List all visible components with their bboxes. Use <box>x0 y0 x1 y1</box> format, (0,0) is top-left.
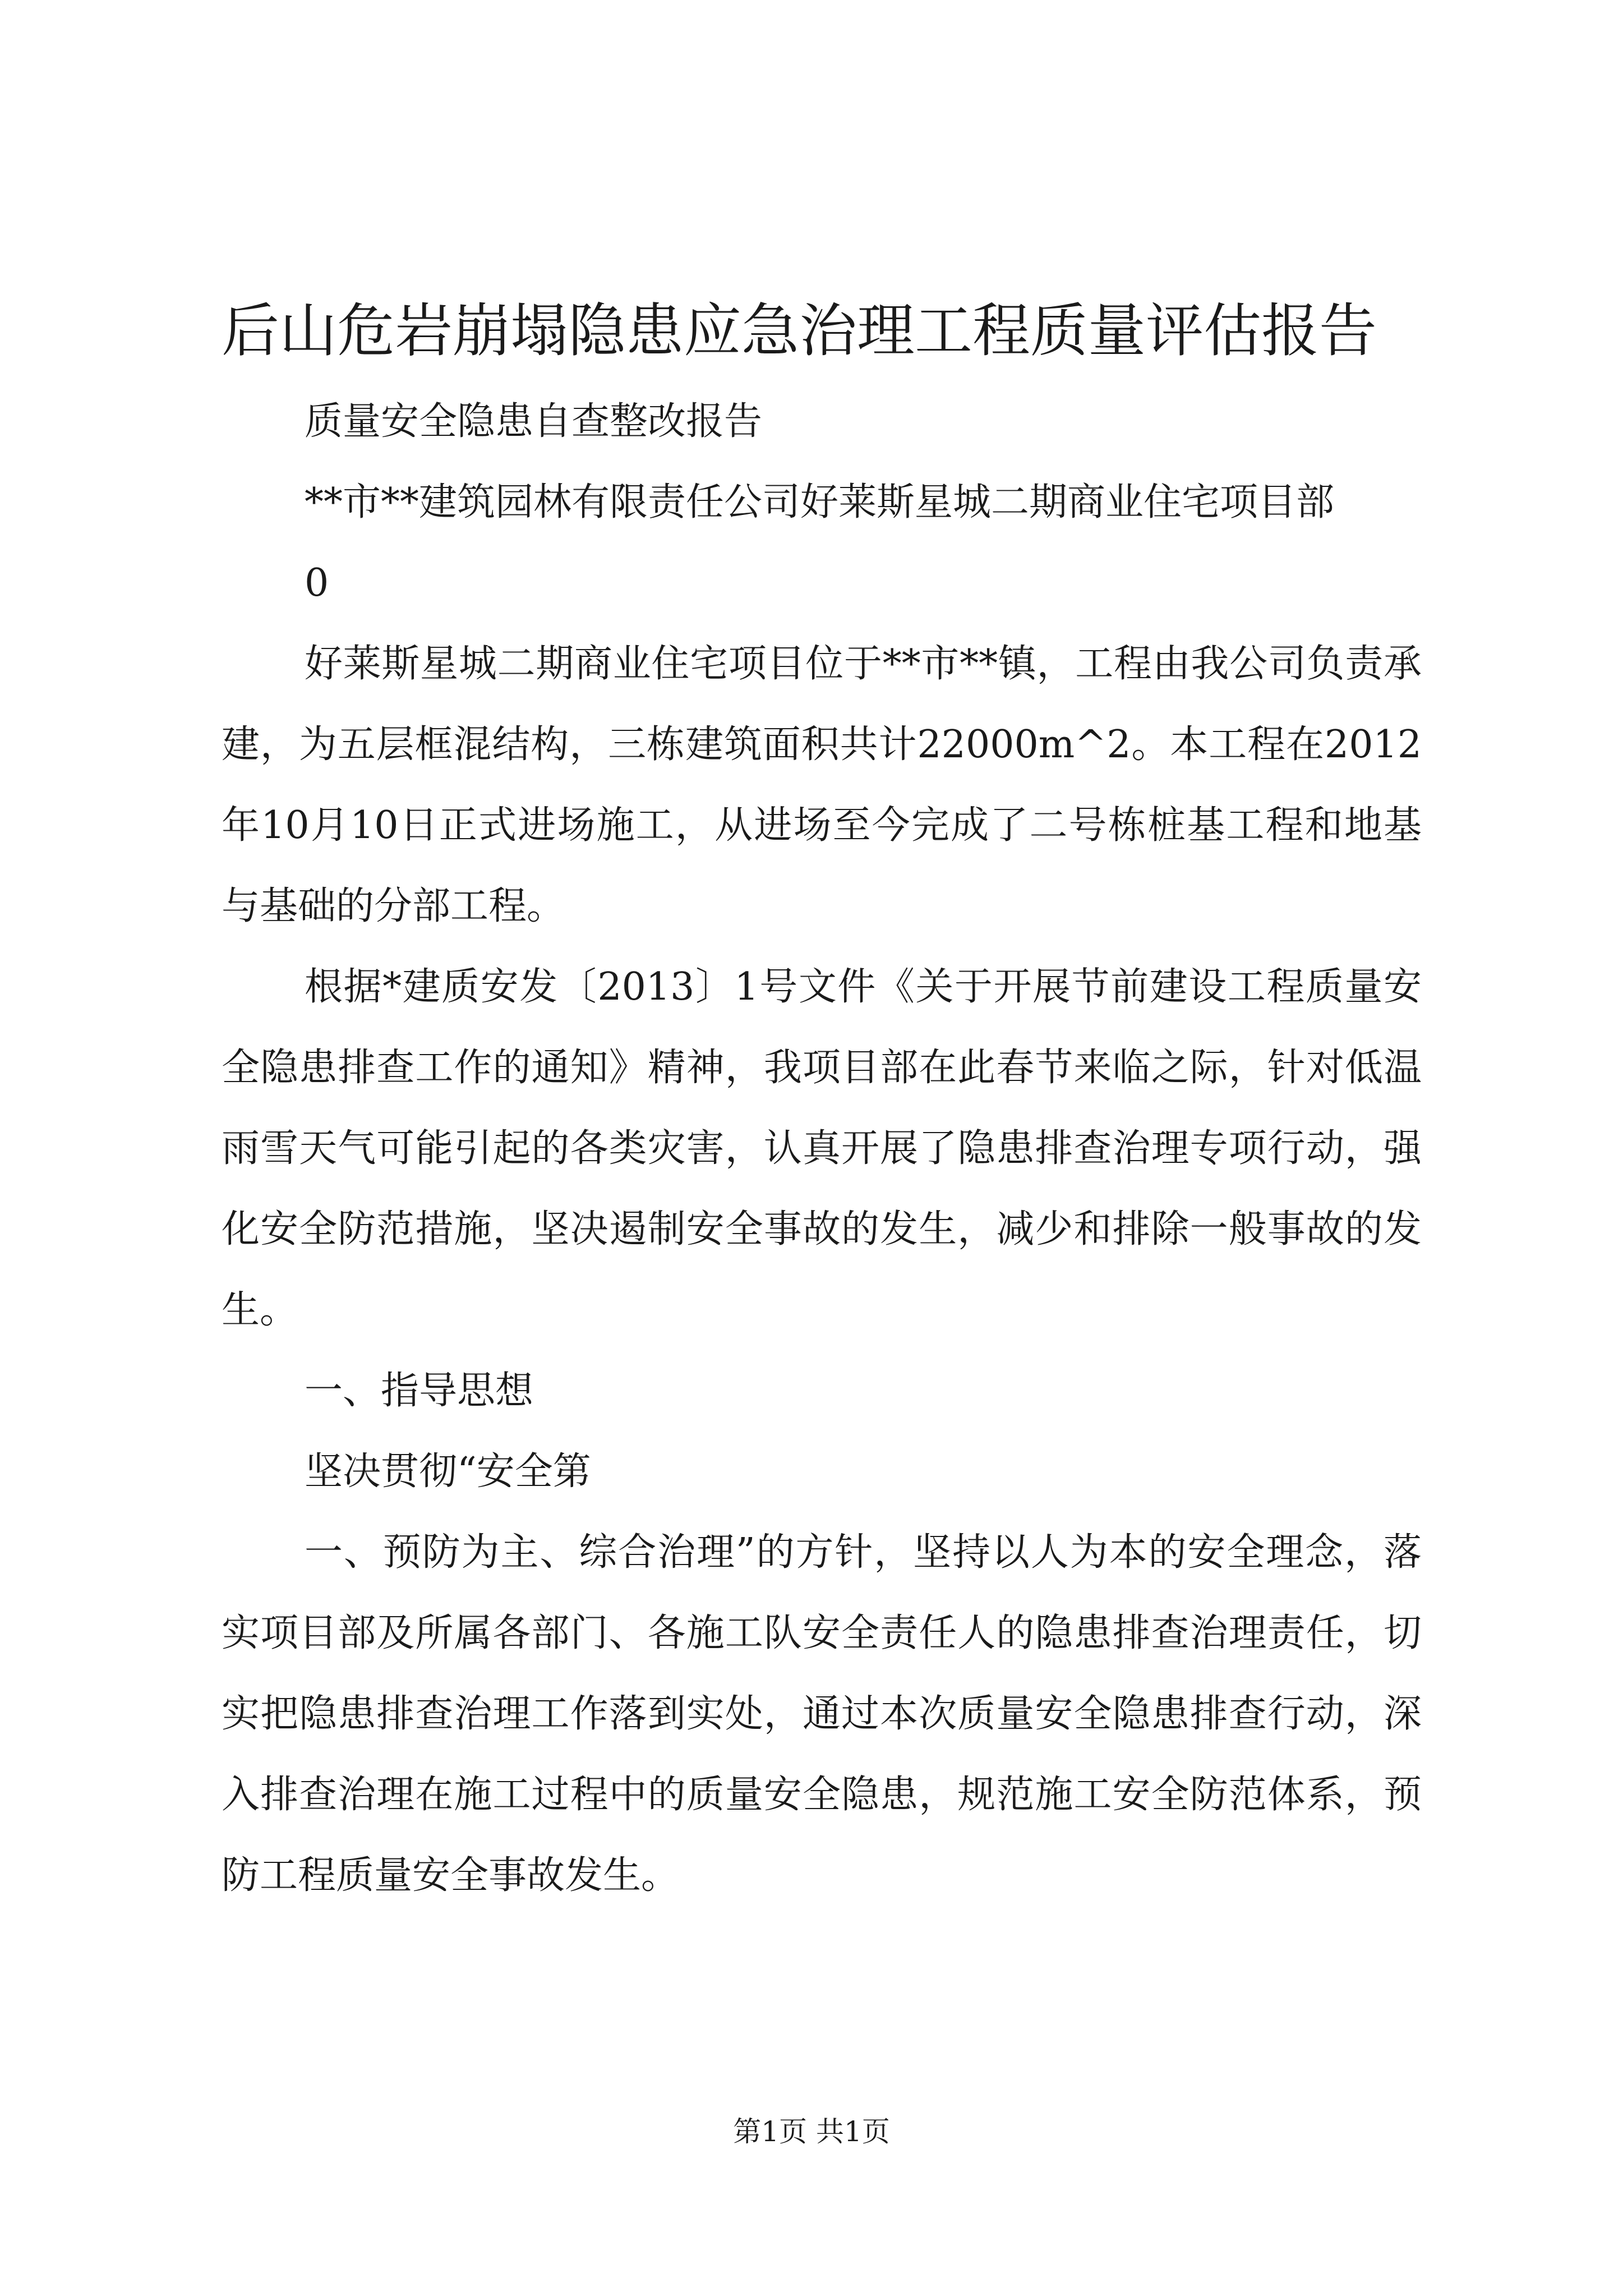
document-body <box>222 381 1422 1916</box>
paragraph-number: 0 <box>305 561 329 605</box>
paragraph-subtitle: 质量安全隐患自查整改报告 <box>305 399 763 444</box>
paragraph-basis: 根据*建质安发〔2013〕1号文件《关于开展节前建设工程质量安全隐患排查工作的通知》精神，我项目部在此春节来临之际，针对低温雨雪天气可能引起的各类灾害，认真开展了隐患排查治理专项行动，强化安全防范措施，坚决遏制安全事故的发生，减少和排除一般事故的发生。 <box>222 965 1422 1332</box>
section-heading-guiding-ideology: 一、指导思想 <box>305 1369 534 1413</box>
paragraph-implement: 坚决贯彻“安全第 <box>305 1450 591 1494</box>
document-title: 后山危岩崩塌隐患应急治理工程质量评估报告 <box>222 297 1377 365</box>
page-footer: 第1页 共1页 <box>733 2115 890 2148</box>
paragraph-project-overview: 好莱斯星城二期商业住宅项目位于**市**镇，工程由我公司负责承建，为五层框混结构，三栋建筑面积共计22000m^2。本工程在2012年10月10日正式进场施工，从进场至今完成了二号栋桩基工程和地基与基础的分部工程。 <box>222 642 1422 928</box>
paragraph-company: **市**建筑园林有限责任公司好莱斯星城二期商业住宅项目部 <box>305 480 1335 524</box>
paragraph-policy: 一、预防为主、综合治理”的方针，坚持以人为本的安全理念，落实项目部及所属各部门、各施工队安全责任人的隐患排查治理责任，切实把隐患排查治理工作落到实处，通过本次质量安全隐患排查行动，深入排查治理在施工过程中的质量安全隐患，规范施工安全防范体系，预防工程质量安全事故发生。 <box>222 1530 1422 1898</box>
